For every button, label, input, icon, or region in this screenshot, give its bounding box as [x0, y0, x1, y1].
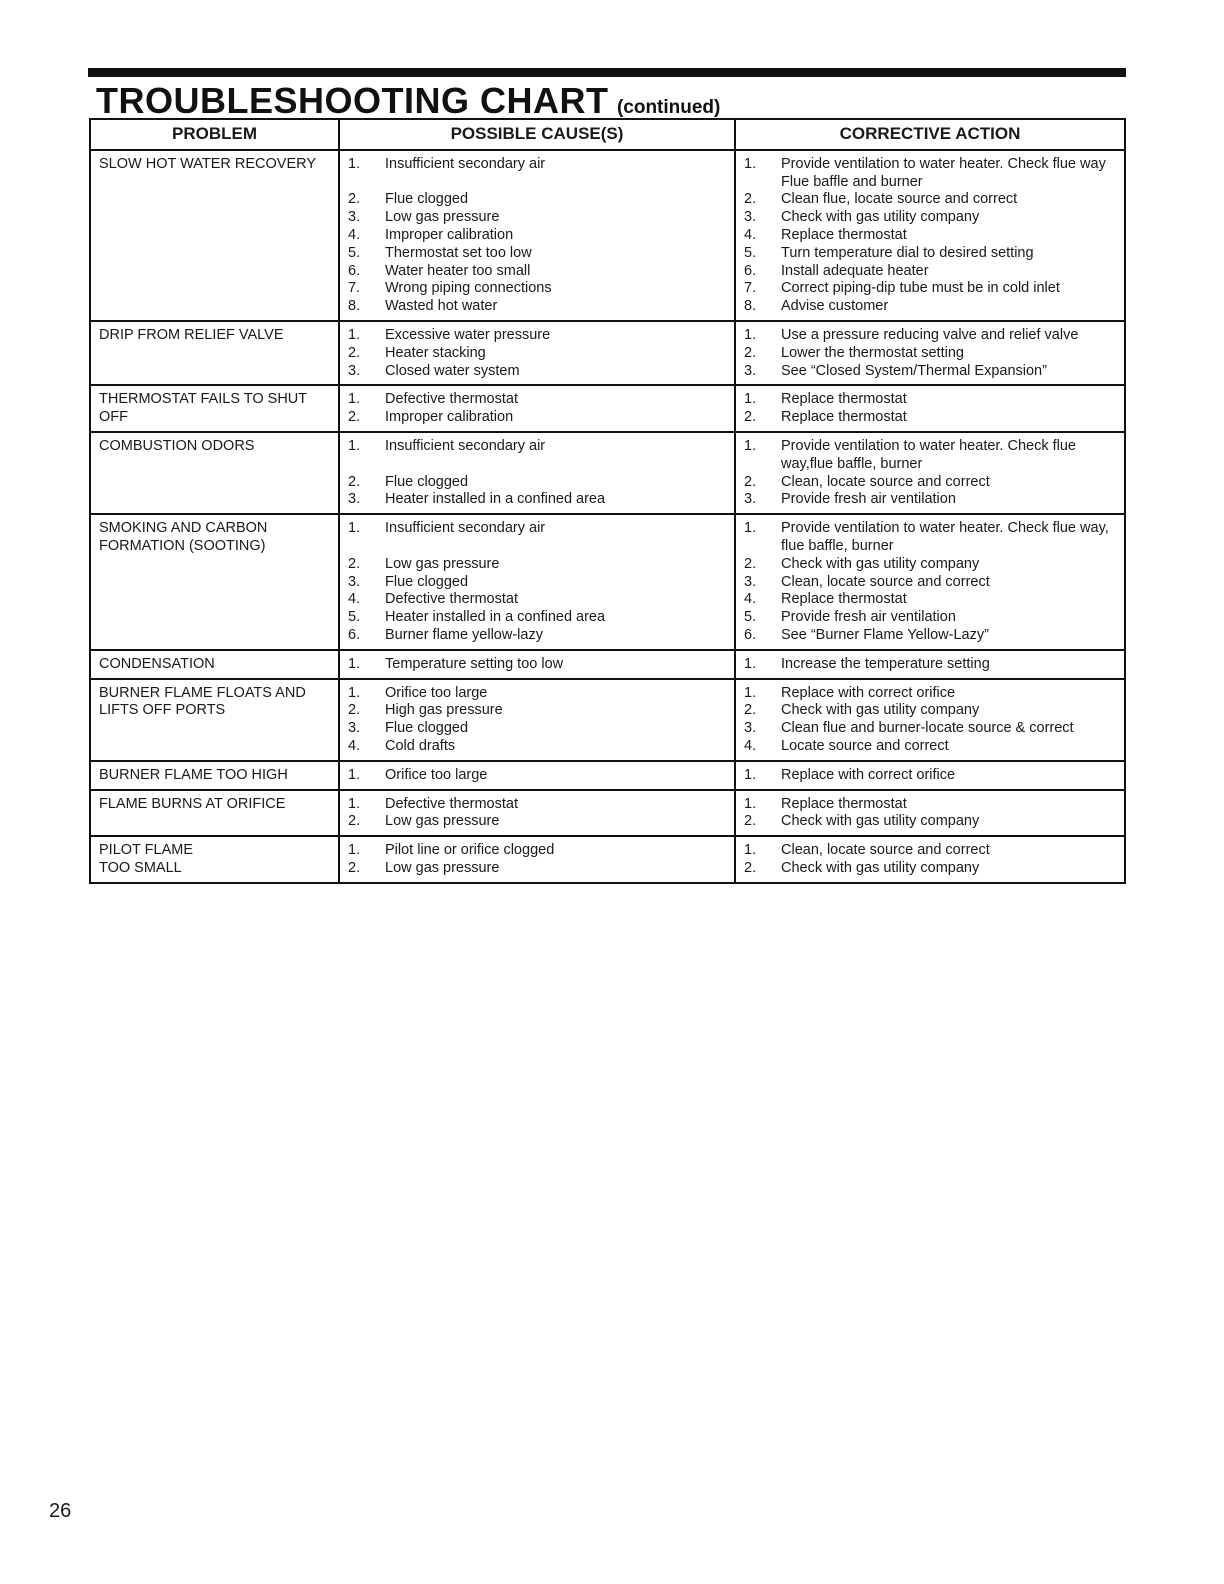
problem-cell: COMBUSTION ODORS: [99, 437, 255, 454]
item-number: 3.: [744, 209, 757, 226]
cause-item: [348, 738, 726, 756]
action-item: [744, 860, 1116, 878]
action-item: [744, 720, 1116, 738]
item-number: 7.: [744, 280, 757, 297]
action-item: [744, 591, 1116, 609]
action-item: [744, 685, 1116, 703]
cause-cell: [338, 151, 734, 320]
item-number: 5.: [744, 244, 757, 261]
item-number: 2.: [744, 409, 757, 426]
action-cell: [734, 791, 1124, 836]
action-item: [744, 574, 1116, 592]
item-text: Low gas pressure: [385, 813, 500, 830]
item-number: 2.: [348, 409, 361, 426]
item-text: Install adequate heater: [781, 262, 929, 279]
action-cell: [734, 651, 1124, 678]
item-number: 1.: [348, 795, 361, 812]
item-text: Use a pressure reducing valve and relief valve: [781, 326, 1079, 343]
cause-item: [348, 813, 726, 831]
action-cell: [734, 433, 1124, 513]
item-number: 6.: [744, 626, 757, 643]
item-number: 1.: [744, 766, 757, 783]
item-number: 3.: [348, 362, 361, 379]
action-item: [744, 609, 1116, 627]
item-number: 2.: [744, 813, 757, 830]
item-text: Orifice too large: [385, 684, 488, 701]
cause-cell: [338, 386, 734, 431]
action-item: [744, 327, 1116, 345]
cause-item: [348, 391, 726, 409]
action-item: [744, 245, 1116, 263]
item-text: Check with gas utility company: [781, 813, 980, 830]
cause-item: [348, 363, 726, 381]
table-row: [91, 513, 1124, 649]
cause-item: [348, 520, 726, 538]
item-text: Flue clogged: [385, 720, 469, 737]
item-number: 5.: [348, 609, 361, 626]
item-text: Insufficient secondary air: [385, 155, 546, 172]
item-text: Provide ventilation to water heater. Check flue way,flue baffle, burner: [781, 437, 1076, 472]
cause-cell: [338, 515, 734, 649]
item-text: Defective thermostat: [385, 795, 518, 812]
action-item: [744, 263, 1116, 281]
cause-item: [348, 842, 726, 860]
table-row: [91, 431, 1124, 513]
item-number: 2.: [744, 555, 757, 572]
action-item: [744, 767, 1116, 785]
cause-item: [348, 298, 726, 316]
cause-item: [348, 491, 726, 509]
problem-cell: PILOT FLAME TOO SMALL: [99, 842, 194, 876]
item-number: 2.: [744, 473, 757, 490]
item-number: 3.: [348, 720, 361, 737]
cause-item: [348, 767, 726, 785]
item-number: 1.: [744, 520, 757, 537]
action-item: [744, 280, 1116, 298]
item-number: 7.: [348, 280, 361, 297]
item-text: Turn temperature dial to desired setting: [781, 244, 1034, 261]
item-number: 1.: [348, 520, 361, 537]
table-row: [91, 320, 1124, 384]
line-spacer: [348, 456, 726, 474]
cause-cell: [338, 680, 734, 760]
item-text: Improper calibration: [385, 409, 514, 426]
action-item: [744, 363, 1116, 381]
cause-item: [348, 227, 726, 245]
page-title-main: TROUBLESHOOTING CHART: [96, 80, 609, 121]
item-text: Cold drafts: [385, 737, 456, 754]
item-number: 1.: [348, 391, 361, 408]
item-text: Improper calibration: [385, 226, 514, 243]
item-number: 4.: [348, 591, 361, 608]
item-text: Burner flame yellow-lazy: [385, 626, 543, 643]
action-item: [744, 209, 1116, 227]
page-title-sub: (continued): [616, 97, 721, 118]
cause-item: [348, 280, 726, 298]
item-number: 1.: [348, 684, 361, 701]
item-text: Flue clogged: [385, 573, 469, 590]
table-row: [91, 835, 1124, 882]
item-text: Thermostat set too low: [385, 244, 532, 261]
item-text: Defective thermostat: [385, 591, 518, 608]
item-number: 8.: [744, 298, 757, 315]
item-number: 1.: [744, 842, 757, 859]
item-number: 1.: [744, 326, 757, 343]
item-number: 5.: [348, 244, 361, 261]
action-item: [744, 156, 1116, 192]
table-row: [91, 649, 1124, 678]
item-number: 2.: [348, 555, 361, 572]
item-text: Clean, locate source and correct: [781, 842, 990, 859]
item-text: Check with gas utility company: [781, 859, 980, 876]
item-number: 2.: [744, 859, 757, 876]
item-number: 3.: [744, 573, 757, 590]
cause-item: [348, 263, 726, 281]
action-item: [744, 409, 1116, 427]
item-number: 1.: [348, 766, 361, 783]
cause-cell: [338, 433, 734, 513]
cause-cell: [338, 837, 734, 882]
cause-item: [348, 245, 726, 263]
cause-cell: [338, 651, 734, 678]
problem-cell: SMOKING AND CARBON FORMATION (SOOTING): [99, 520, 268, 554]
item-text: Correct piping-dip tube must be in cold inlet: [781, 280, 1060, 297]
item-text: Defective thermostat: [385, 391, 518, 408]
cause-item: [348, 720, 726, 738]
item-text: Locate source and correct: [781, 737, 949, 754]
action-cell: [734, 680, 1124, 760]
cause-item: [348, 191, 726, 209]
cause-item: [348, 327, 726, 345]
item-text: Increase the temperature setting: [781, 655, 990, 672]
table-row: [91, 384, 1124, 431]
item-text: Replace thermostat: [781, 795, 907, 812]
item-text: Lower the thermostat setting: [781, 344, 964, 361]
problem-cell: CONDENSATION: [99, 655, 215, 672]
item-text: Provide fresh air ventilation: [781, 609, 956, 626]
cause-item: [348, 591, 726, 609]
action-item: [744, 656, 1116, 674]
item-number: 1.: [744, 437, 757, 454]
item-text: Replace thermostat: [781, 591, 907, 608]
item-number: 6.: [348, 626, 361, 643]
item-number: 1.: [348, 437, 361, 454]
cause-item: [348, 474, 726, 492]
item-number: 4.: [744, 737, 757, 754]
item-text: Replace thermostat: [781, 226, 907, 243]
action-item: [744, 474, 1116, 492]
item-text: Replace thermostat: [781, 391, 907, 408]
action-item: [744, 191, 1116, 209]
item-text: Clean, locate source and correct: [781, 573, 990, 590]
action-cell: [734, 322, 1124, 384]
action-item: [744, 556, 1116, 574]
item-number: 6.: [348, 262, 361, 279]
item-text: See “Burner Flame Yellow-Lazy”: [781, 626, 989, 643]
table-row: [91, 149, 1124, 320]
top-rule: [88, 68, 1126, 77]
item-text: Provide ventilation to water heater. Check flue way, flue baffle, burner: [781, 520, 1109, 554]
item-text: Replace thermostat: [781, 409, 907, 426]
item-text: Replace with correct orifice: [781, 766, 956, 783]
item-text: High gas pressure: [385, 702, 503, 719]
item-text: Low gas pressure: [385, 555, 500, 572]
action-item: [744, 702, 1116, 720]
cause-item: [348, 609, 726, 627]
header-problem: PROBLEM: [172, 124, 257, 143]
item-number: 2.: [744, 344, 757, 361]
item-number: 1.: [348, 326, 361, 343]
cause-item: [348, 574, 726, 592]
problem-cell: FLAME BURNS AT ORIFICE: [99, 795, 286, 812]
action-item: [744, 842, 1116, 860]
cause-item: [348, 702, 726, 720]
cause-item: [348, 409, 726, 427]
item-number: 2.: [348, 813, 361, 830]
item-text: Flue clogged: [385, 191, 469, 208]
item-text: Excessive water pressure: [385, 326, 551, 343]
item-number: 8.: [348, 298, 361, 315]
action-item: [744, 345, 1116, 363]
action-cell: [734, 386, 1124, 431]
item-number: 4.: [348, 737, 361, 754]
problem-cell: BURNER FLAME FLOATS AND LIFTS OFF PORTS: [99, 684, 306, 719]
action-item: [744, 298, 1116, 316]
cause-item: [348, 627, 726, 645]
item-number: 3.: [744, 491, 757, 508]
cause-cell: [338, 762, 734, 789]
item-text: Check with gas utility company: [781, 209, 980, 226]
item-number: 1.: [744, 155, 757, 172]
cause-item: [348, 796, 726, 814]
item-number: 3.: [744, 720, 757, 737]
action-item: [744, 438, 1116, 474]
item-text: See “Closed System/Thermal Expansion”: [781, 362, 1047, 379]
action-item: [744, 796, 1116, 814]
item-text: Clean flue and burner-locate source & correct: [781, 720, 1074, 737]
item-text: Pilot line or orifice clogged: [385, 842, 555, 859]
cause-item: [348, 860, 726, 878]
item-text: Insufficient secondary air: [385, 520, 546, 537]
action-item: [744, 738, 1116, 756]
item-number: 2.: [348, 344, 361, 361]
action-cell: [734, 837, 1124, 882]
item-text: Heater installed in a confined area: [385, 609, 606, 626]
item-number: 1.: [348, 155, 361, 172]
item-number: 2.: [348, 859, 361, 876]
page-number: 26: [49, 1500, 72, 1522]
header-possible-causes: POSSIBLE CAUSE(S): [338, 120, 734, 149]
item-text: Water heater too small: [385, 262, 531, 279]
cause-item: [348, 438, 726, 456]
item-number: 2.: [348, 702, 361, 719]
problem-cell: SLOW HOT WATER RECOVERY: [99, 155, 316, 172]
action-cell: [734, 762, 1124, 789]
item-text: Provide ventilation to water heater. Check flue way Flue baffle and burner: [781, 155, 1106, 190]
cause-item: [348, 209, 726, 227]
action-item: [744, 391, 1116, 409]
item-number: 3.: [744, 362, 757, 379]
item-text: Insufficient secondary air: [385, 437, 546, 454]
item-text: Temperature setting too low: [385, 655, 564, 672]
item-text: Low gas pressure: [385, 859, 500, 876]
item-text: Advise customer: [781, 298, 889, 315]
table-body: [91, 149, 1124, 882]
item-text: Low gas pressure: [385, 209, 500, 226]
item-number: 1.: [348, 842, 361, 859]
cause-cell: [338, 322, 734, 384]
item-number: 2.: [744, 191, 757, 208]
action-item: [744, 813, 1116, 831]
item-number: 3.: [348, 491, 361, 508]
item-text: Heater installed in a confined area: [385, 491, 606, 508]
item-text: Clean, locate source and correct: [781, 473, 990, 490]
page-title: [96, 80, 720, 122]
item-text: Clean flue, locate source and correct: [781, 191, 1018, 208]
item-number: 3.: [348, 209, 361, 226]
action-item: [744, 227, 1116, 245]
item-text: Closed water system: [385, 362, 520, 379]
cause-cell: [338, 791, 734, 836]
table-row: [91, 760, 1124, 789]
item-text: Check with gas utility company: [781, 702, 980, 719]
item-number: 1.: [744, 795, 757, 812]
cause-item: [348, 685, 726, 703]
action-item: [744, 627, 1116, 645]
problem-cell: DRIP FROM RELIEF VALVE: [99, 326, 284, 343]
problem-cell: BURNER FLAME TOO HIGH: [99, 766, 288, 783]
item-text: Provide fresh air ventilation: [781, 491, 956, 508]
item-text: Wasted hot water: [385, 298, 498, 315]
table-row: [91, 678, 1124, 760]
item-number: 1.: [348, 655, 361, 672]
item-number: 5.: [744, 609, 757, 626]
problem-cell: THERMOSTAT FAILS TO SHUT OFF: [99, 391, 308, 426]
item-text: Orifice too large: [385, 766, 488, 783]
action-item: [744, 520, 1116, 556]
cause-item: [348, 556, 726, 574]
item-number: 1.: [744, 391, 757, 408]
item-number: 1.: [744, 655, 757, 672]
item-number: 3.: [348, 573, 361, 590]
action-cell: [734, 515, 1124, 649]
item-number: 4.: [744, 226, 757, 243]
item-number: 4.: [348, 226, 361, 243]
header-corrective-action: CORRECTIVE ACTION: [734, 120, 1124, 149]
item-number: 2.: [348, 473, 361, 490]
table-header-row: [91, 120, 1124, 149]
item-text: Check with gas utility company: [781, 555, 980, 572]
action-item: [744, 491, 1116, 509]
table-row: [91, 789, 1124, 836]
item-number: 6.: [744, 262, 757, 279]
item-number: 2.: [348, 191, 361, 208]
cause-item: [348, 156, 726, 174]
cause-item: [348, 345, 726, 363]
item-number: 1.: [744, 684, 757, 701]
item-text: Heater stacking: [385, 344, 486, 361]
troubleshooting-table: [89, 118, 1126, 884]
cause-item: [348, 656, 726, 674]
item-number: 2.: [744, 702, 757, 719]
item-text: Flue clogged: [385, 473, 469, 490]
item-text: Replace with correct orifice: [781, 684, 956, 701]
line-spacer: [348, 538, 726, 556]
item-text: Wrong piping connections: [385, 280, 552, 297]
action-cell: [734, 151, 1124, 320]
item-number: 4.: [744, 591, 757, 608]
line-spacer: [348, 174, 726, 192]
